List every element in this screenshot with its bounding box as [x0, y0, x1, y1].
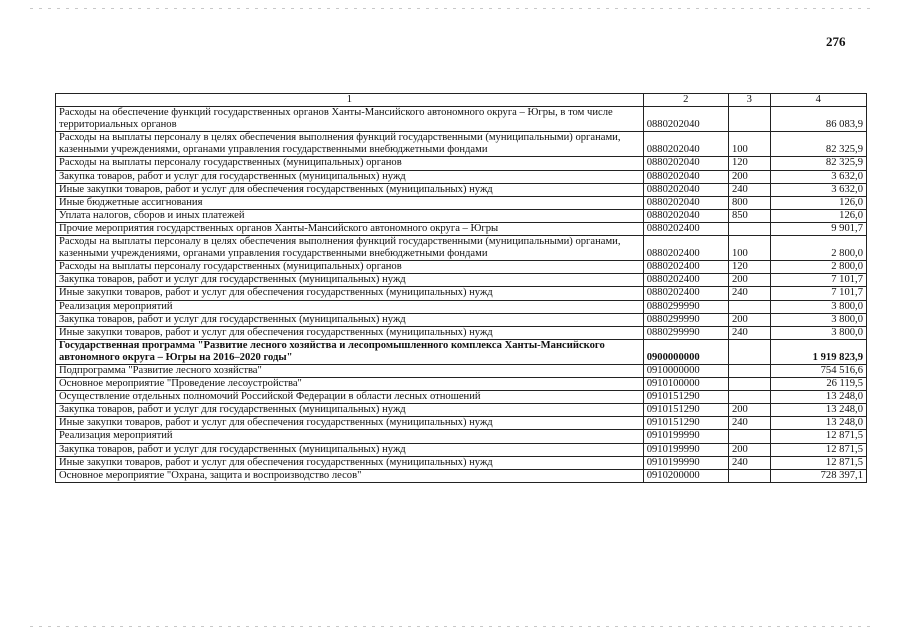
- row-expense-type-cell: [728, 339, 770, 364]
- row-name-cell: Закупка товаров, работ и услуг для государственных (муниципальных) нужд: [56, 443, 644, 456]
- row-amount-cell: 13 248,0: [770, 391, 866, 404]
- table-row: [56, 469, 867, 482]
- row-amount-cell: 126,0: [770, 196, 866, 209]
- table-row: [56, 300, 867, 313]
- row-expense-type-cell: 240: [728, 326, 770, 339]
- row-code-cell: 0880299990: [643, 326, 728, 339]
- row-amount-cell: 7 101,7: [770, 274, 866, 287]
- row-code-cell: 0880202040: [643, 209, 728, 222]
- row-code-cell: 0910199990: [643, 430, 728, 443]
- table-row: [56, 443, 867, 456]
- row-expense-type-cell: 240: [728, 417, 770, 430]
- table-row: [56, 261, 867, 274]
- row-name-cell: Подпрограмма "Развитие лесного хозяйства": [56, 364, 644, 377]
- table-row: [56, 170, 867, 183]
- row-amount-cell: 3 632,0: [770, 170, 866, 183]
- row-name-cell: Закупка товаров, работ и услуг для государственных (муниципальных) нужд: [56, 404, 644, 417]
- header-col-2: 2: [643, 94, 728, 107]
- row-code-cell: 0910199990: [643, 443, 728, 456]
- row-code-cell: 0910151290: [643, 417, 728, 430]
- row-code-cell: 0880202400: [643, 287, 728, 300]
- row-expense-type-cell: 200: [728, 274, 770, 287]
- row-amount-cell: 12 871,5: [770, 456, 866, 469]
- row-name-cell: Расходы на обеспечение функций государственных органов Ханты-Мансийского автономного округа – Югры, в том числе территориальных органов: [56, 107, 644, 132]
- row-name-cell: Основное мероприятие "Охрана, защита и воспроизводство лесов": [56, 469, 644, 482]
- table-row: [56, 378, 867, 391]
- table-row: [56, 287, 867, 300]
- header-col-4: 4: [770, 94, 866, 107]
- table-row: [56, 274, 867, 287]
- row-expense-type-cell: [728, 430, 770, 443]
- row-code-cell: 0880202040: [643, 170, 728, 183]
- row-amount-cell: 12 871,5: [770, 443, 866, 456]
- table-row: [56, 107, 867, 132]
- row-amount-cell: 754 516,6: [770, 364, 866, 377]
- row-amount-cell: 3 800,0: [770, 313, 866, 326]
- row-name-cell: Иные закупки товаров, работ и услуг для обеспечения государственных (муниципальных) нужд: [56, 326, 644, 339]
- table-row: [56, 183, 867, 196]
- row-expense-type-cell: [728, 222, 770, 235]
- row-code-cell: 0880202040: [643, 132, 728, 157]
- row-amount-cell: 12 871,5: [770, 430, 866, 443]
- row-code-cell: 0900000000: [643, 339, 728, 364]
- table-header-row: [56, 94, 867, 107]
- row-expense-type-cell: 200: [728, 313, 770, 326]
- row-name-cell: Закупка товаров, работ и услуг для государственных (муниципальных) нужд: [56, 170, 644, 183]
- row-amount-cell: 3 800,0: [770, 300, 866, 313]
- row-code-cell: 0880202400: [643, 261, 728, 274]
- table-row: [56, 236, 867, 261]
- row-amount-cell: 13 248,0: [770, 417, 866, 430]
- row-amount-cell: 13 248,0: [770, 404, 866, 417]
- row-name-cell: Прочие мероприятия государственных органов Ханты-Мансийского автономного округа – Югры: [56, 222, 644, 235]
- row-code-cell: 0880202400: [643, 222, 728, 235]
- row-amount-cell: 2 800,0: [770, 261, 866, 274]
- row-expense-type-cell: 240: [728, 183, 770, 196]
- table-row: [56, 456, 867, 469]
- table-row: [56, 157, 867, 170]
- row-expense-type-cell: 120: [728, 261, 770, 274]
- scan-artifact-bottom: [30, 626, 870, 627]
- scan-artifact-top: [30, 8, 870, 9]
- row-code-cell: 0880202400: [643, 236, 728, 261]
- row-code-cell: 0910199990: [643, 456, 728, 469]
- header-col-3: 3: [728, 94, 770, 107]
- row-code-cell: 0880202400: [643, 274, 728, 287]
- table-row: [56, 404, 867, 417]
- row-name-cell: Иные закупки товаров, работ и услуг для обеспечения государственных (муниципальных) нужд: [56, 417, 644, 430]
- row-name-cell: Основное мероприятие "Проведение лесоустройства": [56, 378, 644, 391]
- row-expense-type-cell: 800: [728, 196, 770, 209]
- row-name-cell: Иные закупки товаров, работ и услуг для обеспечения государственных (муниципальных) нужд: [56, 456, 644, 469]
- row-code-cell: 0910000000: [643, 364, 728, 377]
- row-amount-cell: 82 325,9: [770, 157, 866, 170]
- row-code-cell: 0910151290: [643, 391, 728, 404]
- row-amount-cell: 3 632,0: [770, 183, 866, 196]
- row-name-cell: Расходы на выплаты персоналу в целях обеспечения выполнения функций государственными (муниципальными) органами, казенными учреждениями, органами управления государственными внебюджетными фондами: [56, 236, 644, 261]
- row-name-cell: Государственная программа "Развитие лесного хозяйства и лесопромышленного комплекса Ханты-Мансийского автономного округа – Югры на 2016–2020 годы": [56, 339, 644, 364]
- table-row: [56, 222, 867, 235]
- row-expense-type-cell: 100: [728, 236, 770, 261]
- row-expense-type-cell: 200: [728, 443, 770, 456]
- row-code-cell: 0880202040: [643, 107, 728, 132]
- table-row: [56, 132, 867, 157]
- header-col-1: 1: [56, 94, 644, 107]
- page-number: 276: [826, 34, 846, 49]
- budget-table: [55, 93, 867, 483]
- row-amount-cell: 2 800,0: [770, 236, 866, 261]
- row-expense-type-cell: 240: [728, 456, 770, 469]
- row-code-cell: 0880202040: [643, 183, 728, 196]
- row-name-cell: Расходы на выплаты персоналу государственных (муниципальных) органов: [56, 261, 644, 274]
- row-code-cell: 0880202040: [643, 196, 728, 209]
- row-expense-type-cell: 200: [728, 170, 770, 183]
- table-row: [56, 430, 867, 443]
- row-expense-type-cell: [728, 391, 770, 404]
- table-row: [56, 364, 867, 377]
- row-name-cell: Иные закупки товаров, работ и услуг для обеспечения государственных (муниципальных) нужд: [56, 287, 644, 300]
- row-name-cell: Расходы на выплаты персоналу в целях обеспечения выполнения функций государственными (муниципальными) органами, казенными учреждениями, органами управления государственными внебюджетными фондами: [56, 132, 644, 157]
- row-name-cell: Иные закупки товаров, работ и услуг для обеспечения государственных (муниципальных) нужд: [56, 183, 644, 196]
- row-amount-cell: 26 119,5: [770, 378, 866, 391]
- row-amount-cell: 82 325,9: [770, 132, 866, 157]
- row-amount-cell: 1 919 823,9: [770, 339, 866, 364]
- row-code-cell: 0910100000: [643, 378, 728, 391]
- row-amount-cell: 728 397,1: [770, 469, 866, 482]
- row-expense-type-cell: [728, 300, 770, 313]
- row-code-cell: 0880299990: [643, 300, 728, 313]
- row-expense-type-cell: [728, 107, 770, 132]
- row-expense-type-cell: 120: [728, 157, 770, 170]
- row-amount-cell: 7 101,7: [770, 287, 866, 300]
- row-name-cell: Реализация мероприятий: [56, 300, 644, 313]
- row-expense-type-cell: 100: [728, 132, 770, 157]
- row-amount-cell: 3 800,0: [770, 326, 866, 339]
- table-row: [56, 196, 867, 209]
- table-row: [56, 326, 867, 339]
- row-name-cell: Расходы на выплаты персоналу государственных (муниципальных) органов: [56, 157, 644, 170]
- row-name-cell: Уплата налогов, сборов и иных платежей: [56, 209, 644, 222]
- row-name-cell: Реализация мероприятий: [56, 430, 644, 443]
- row-amount-cell: 126,0: [770, 209, 866, 222]
- budget-table-body: [56, 94, 867, 483]
- row-expense-type-cell: 200: [728, 404, 770, 417]
- row-amount-cell: 86 083,9: [770, 107, 866, 132]
- row-code-cell: 0910151290: [643, 404, 728, 417]
- row-name-cell: Осуществление отдельных полномочий Российской Федерации в области лесных отношений: [56, 391, 644, 404]
- row-expense-type-cell: 850: [728, 209, 770, 222]
- row-code-cell: 0880202040: [643, 157, 728, 170]
- row-name-cell: Закупка товаров, работ и услуг для государственных (муниципальных) нужд: [56, 274, 644, 287]
- row-expense-type-cell: [728, 378, 770, 391]
- row-code-cell: 0910200000: [643, 469, 728, 482]
- row-code-cell: 0880299990: [643, 313, 728, 326]
- table-row: [56, 391, 867, 404]
- table-row: [56, 313, 867, 326]
- row-expense-type-cell: [728, 469, 770, 482]
- row-name-cell: Закупка товаров, работ и услуг для государственных (муниципальных) нужд: [56, 313, 644, 326]
- table-row: [56, 417, 867, 430]
- row-expense-type-cell: 240: [728, 287, 770, 300]
- table-row: [56, 339, 867, 364]
- table-row: [56, 209, 867, 222]
- row-amount-cell: 9 901,7: [770, 222, 866, 235]
- row-name-cell: Иные бюджетные ассигнования: [56, 196, 644, 209]
- row-expense-type-cell: [728, 364, 770, 377]
